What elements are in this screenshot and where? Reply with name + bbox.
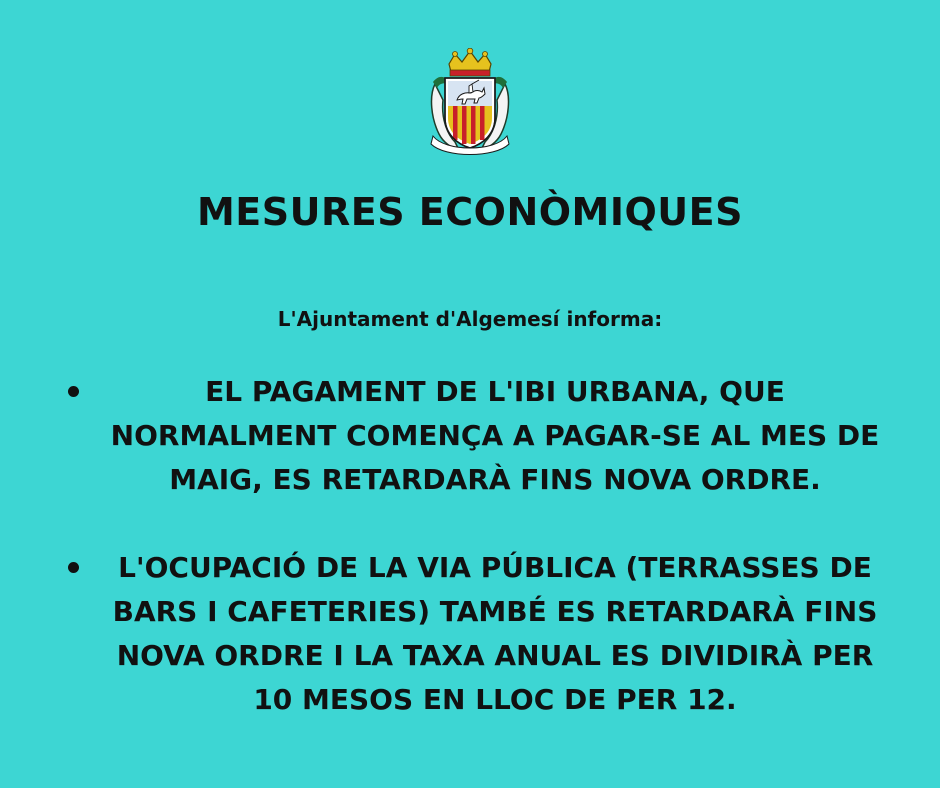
crown-icon — [449, 48, 491, 76]
list-item-text: EL PAGAMENT DE L'IBI URBANA, QUE NORMALMENT COMENÇA A PAGAR-SE AL MES DE MAIG, ES RETARDARÀ FINS NOVA ORDRE. — [110, 375, 880, 496]
bullet-icon — [68, 562, 79, 573]
announcement-list — [60, 370, 890, 722]
list-item-text: L'OCUPACIÓ DE LA VIA PÚBLICA (TERRASSES DE BARS I CAFETERIES) TAMBÉ ES RETARDARÀ FINS NOVA ORDRE I LA TAXA ANUAL ES DIVIDIRÀ PER 10 MESOS EN LLOC DE PER 12. — [112, 551, 878, 716]
page-subtitle: L'Ajuntament d'Algemesí informa: — [277, 307, 663, 331]
algemesi-crest-logo — [425, 48, 515, 158]
bullet-icon — [68, 386, 79, 397]
list-item — [60, 546, 890, 722]
list-item — [60, 370, 890, 502]
page-title: MESURES ECONÒMIQUES — [196, 190, 743, 234]
